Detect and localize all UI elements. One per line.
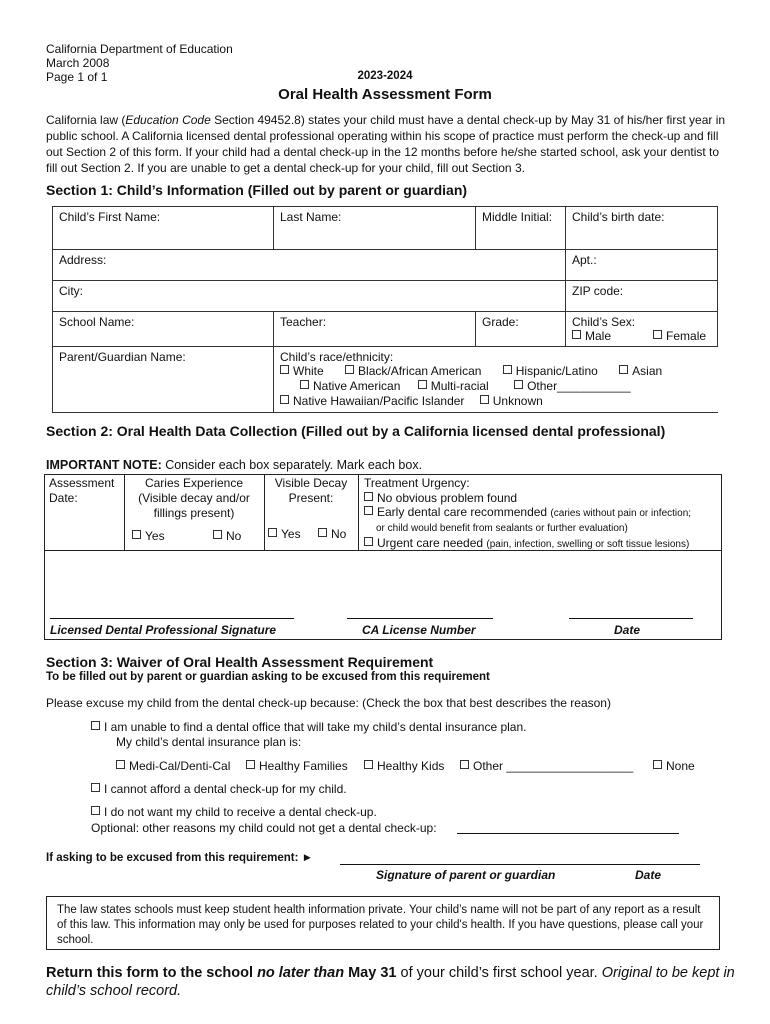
plan-label: None (666, 759, 695, 773)
urgency-option: Urgent care needed (377, 536, 487, 550)
race-option: White (293, 364, 324, 378)
important-note-text: Consider each box separately. Mark each box. (161, 458, 423, 472)
return-text-2: of your child’s first school year. (396, 965, 602, 981)
race-hispanic-checkbox[interactable] (503, 365, 512, 374)
org-name: California Department of Education (46, 42, 233, 56)
optional-reasons-label: Optional: other reasons my child could not get a dental check-up: (91, 821, 437, 835)
return-text-1: Return this form to the school (46, 965, 258, 981)
last-name-field[interactable] (274, 207, 476, 250)
race-option: Unknown (492, 394, 543, 408)
urgency-option-note: (caries without pain or infection; (550, 508, 692, 519)
intro-text-1: California law ( (46, 113, 126, 127)
no-label: No (226, 529, 242, 543)
divider (358, 474, 359, 550)
urgency-option: Early dental care recommended (377, 505, 551, 519)
grade-label: Grade: (482, 315, 519, 329)
child-info-table (52, 206, 718, 413)
waiver-insurance-checkbox[interactable] (91, 721, 100, 730)
excuse-request-label: If asking to be excused from this requirement: ► (46, 852, 313, 864)
race-option: Multi-racial (430, 379, 489, 393)
race-hawaiian-checkbox[interactable] (280, 395, 289, 404)
important-note (46, 458, 422, 472)
race-option: Native Hawaiian/Pacific Islander (293, 394, 465, 408)
race-option: Black/African American (358, 364, 482, 378)
waiver-option-label: I cannot afford a dental check-up for my child. (104, 782, 347, 796)
caries-no (213, 529, 241, 543)
plan-label: Medi-Cal/Denti-Cal (129, 759, 231, 773)
first-name-field[interactable] (53, 207, 274, 250)
optional-reasons-line[interactable] (457, 833, 679, 834)
caries-yes-checkbox[interactable] (132, 530, 141, 539)
license-number-caption: CA License Number (362, 623, 476, 637)
section3-heading: Section 3: Waiver of Oral Health Assessment Requirement (46, 654, 434, 670)
plan-label: Other ___________________ (473, 759, 634, 773)
zip-label: ZIP code: (572, 284, 624, 298)
dental-signature-line[interactable] (50, 618, 294, 619)
apt-field[interactable] (566, 250, 718, 281)
parent-date-caption: Date (635, 868, 662, 882)
female-checkbox[interactable] (653, 330, 662, 339)
parent-signature-caption: Signature of parent or guardian (376, 868, 556, 882)
caries-no-checkbox[interactable] (213, 530, 222, 539)
yes-label: Yes (145, 529, 165, 543)
assessment-date-label: Assessment Date: (49, 476, 115, 505)
urgency-early-checkbox[interactable] (364, 506, 373, 515)
plan-label: Healthy Kids (377, 759, 445, 773)
plan-none-checkbox[interactable] (653, 760, 662, 769)
form-title: Oral Health Assessment Form (278, 86, 492, 103)
race-unknown-checkbox[interactable] (480, 395, 489, 404)
female-label: Female (666, 329, 707, 343)
middle-initial-field[interactable] (476, 207, 566, 250)
race-ethnicity-field (274, 347, 718, 413)
city-field[interactable] (53, 281, 566, 312)
plan-healthy-kids-checkbox[interactable] (364, 760, 373, 769)
school-year: 2023-2024 (357, 70, 413, 82)
parent-signature-line[interactable] (340, 864, 700, 865)
teacher-label: Teacher: (280, 315, 327, 329)
return-instructions (46, 964, 736, 1000)
child-sex-label: Child’s Sex: (572, 315, 636, 329)
city-label: City: (59, 284, 83, 298)
address-label: Address: (59, 253, 107, 267)
urgency-option: No obvious problem found (377, 490, 518, 505)
plan-medi-cal (116, 759, 230, 773)
teacher-field[interactable] (274, 312, 476, 347)
address-field[interactable] (53, 250, 566, 281)
page-number: Page 1 of 1 (46, 70, 108, 84)
race-asian-checkbox[interactable] (619, 365, 628, 374)
urgency-none-checkbox[interactable] (364, 492, 373, 501)
treatment-urgency (364, 476, 722, 553)
apt-label: Apt.: (572, 253, 597, 267)
insurance-plan-label: My child’s dental insurance plan is: (116, 735, 302, 749)
plan-other (460, 759, 633, 773)
race-native-american-checkbox[interactable] (300, 380, 309, 389)
important-note-label: IMPORTANT NOTE: (46, 458, 162, 472)
waiver-option-label: I do not want my child to receive a dental check-up. (104, 805, 377, 819)
privacy-notice: The law states schools must keep student health information private. Your child’s name will not be part of any report as a result of this law. This information may only be used for purposes related to your child's health. If you have questions, please call your school. (46, 896, 720, 950)
waiver-option-insurance (91, 720, 526, 734)
dental-date-caption: Date (614, 623, 641, 637)
race-option: Asian (632, 364, 663, 378)
caries-experience-label: Caries Experience (Visible decay and/or fillings present) (138, 476, 250, 520)
first-name-label: Child’s First Name: (59, 210, 161, 224)
race-label: Child’s race/ethnicity: (280, 350, 394, 364)
no-label: No (331, 527, 347, 541)
plan-healthy-families-checkbox[interactable] (246, 760, 255, 769)
excuse-prompt: Please excuse my child from the dental check-up because: (Check the box that best describes the reason) (46, 696, 611, 710)
race-option: Other___________ (527, 379, 631, 393)
urgency-option-note: (pain, infection, swelling or soft tissue lesions) (486, 539, 690, 550)
race-multiracial-checkbox[interactable] (418, 380, 427, 389)
waiver-option-afford (91, 782, 347, 796)
divider (264, 474, 265, 550)
race-option: Native American (313, 379, 401, 393)
dental-signature-caption: Licensed Dental Professional Signature (50, 623, 277, 637)
waiver-option-refuse (91, 805, 377, 819)
dental-date-line[interactable] (569, 618, 693, 619)
divider (124, 474, 125, 550)
plan-healthy-families (246, 759, 348, 773)
male-label: Male (585, 329, 612, 343)
decay-yes-checkbox[interactable] (268, 528, 277, 537)
section2-heading: Section 2: Oral Health Data Collection (Filled out by a California licensed dental professional) (46, 423, 666, 439)
urgency-option-note: or child would benefit from sealants or further evaluation) (376, 522, 628, 534)
intro-paragraph (46, 112, 726, 176)
section1-heading: Section 1: Child’s Information (Filled out by parent or guardian) (46, 182, 468, 198)
plan-none (653, 759, 695, 773)
school-name-label: School Name: (59, 315, 135, 329)
urgency-urgent-checkbox[interactable] (364, 537, 373, 546)
return-text-deadline: no later than (257, 965, 345, 981)
caries-yes (132, 529, 165, 543)
guardian-name-field[interactable] (53, 347, 274, 413)
guardian-name-label: Parent/Guardian Name: (59, 350, 186, 364)
race-white-checkbox[interactable] (280, 365, 289, 374)
section3-subheading: To be filled out by parent or guardian asking to be excused from this requirement (46, 671, 490, 683)
grade-field[interactable] (476, 312, 566, 347)
race-option: Hispanic/Latino (515, 364, 598, 378)
race-black-checkbox[interactable] (345, 365, 354, 374)
yes-label: Yes (281, 527, 301, 541)
decay-no (318, 527, 346, 541)
intro-code: Education Code (125, 113, 211, 127)
treatment-urgency-label: Treatment Urgency: (364, 476, 470, 490)
waiver-refuse-checkbox[interactable] (91, 806, 100, 815)
waiver-option-label: I am unable to find a dental office that will take my child’s dental insurance plan. (104, 720, 527, 734)
zip-field[interactable] (566, 281, 718, 312)
school-name-field[interactable] (53, 312, 274, 347)
decay-no-checkbox[interactable] (318, 528, 327, 537)
visible-decay-label: Visible Decay Present: (274, 476, 348, 505)
return-text-date: May 31 (344, 965, 397, 981)
return-text-original: Original to be kept in child’s school record. (46, 965, 735, 999)
male-checkbox[interactable] (572, 330, 581, 339)
form-date: March 2008 (46, 56, 110, 70)
waiver-afford-checkbox[interactable] (91, 783, 100, 792)
plan-label: Healthy Families (259, 759, 348, 773)
child-sex-field (566, 312, 718, 347)
plan-healthy-kids (364, 759, 444, 773)
middle-initial-label: Middle Initial: (482, 210, 553, 224)
race-other-checkbox[interactable] (514, 380, 523, 389)
assessment-date-field[interactable] (49, 476, 123, 506)
birth-date-field[interactable] (566, 207, 718, 250)
plan-medi-cal-checkbox[interactable] (116, 760, 125, 769)
intro-text-2: Section 49452.8) states your child must have a dental check-up by May 31 of his/her first year in public school. A California licensed dental professional operating within his scope of practice must perform the check-up and fill out Section 2 of this form. If your child had a dental check-up in the 12 months before he/she started school, ask your dentist to fill out Section 2. If you are unable to get a dental check-up for your child, fill out Section 3. (46, 113, 726, 175)
license-number-line[interactable] (347, 618, 493, 619)
decay-yes (268, 527, 301, 541)
last-name-label: Last Name: (280, 210, 342, 224)
plan-other-checkbox[interactable] (460, 760, 469, 769)
birth-date-label: Child’s birth date: (572, 210, 665, 224)
